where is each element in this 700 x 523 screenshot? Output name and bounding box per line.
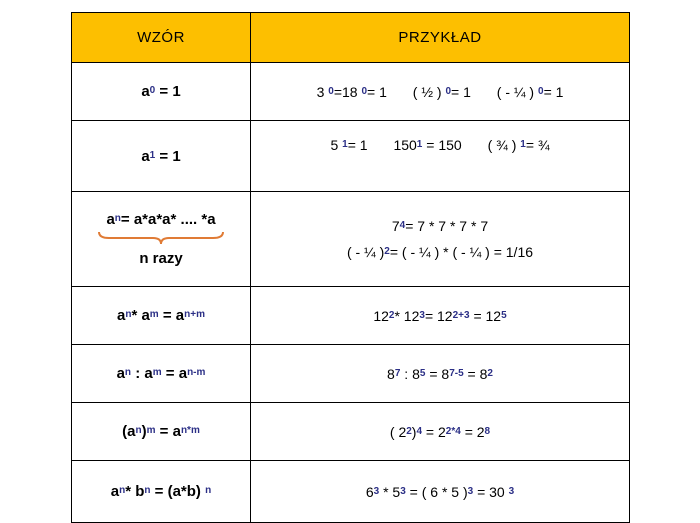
- exponent: 3: [373, 485, 380, 497]
- example-text: ( - ¼ ): [346, 244, 385, 260]
- example-text: = 1: [347, 137, 368, 153]
- exponent: 4: [399, 220, 406, 231]
- exponent: 0: [538, 85, 544, 97]
- example-text: = 2: [425, 423, 446, 440]
- example-text: = 8: [467, 365, 488, 382]
- example-cell: [251, 287, 630, 345]
- exponent: 2: [406, 425, 412, 437]
- formula-text: ): [141, 423, 147, 440]
- example-cell: [251, 121, 630, 192]
- exponent: n: [125, 309, 132, 320]
- exponent: n: [135, 425, 142, 436]
- table-row: [72, 63, 630, 121]
- exponent: 7: [394, 367, 401, 379]
- table-row: [72, 192, 630, 287]
- header-row: [72, 13, 630, 63]
- example-text: 5: [330, 137, 339, 153]
- formula-text: = a*a*a* .... *a: [120, 211, 216, 228]
- exponent: m: [152, 367, 162, 378]
- example-text: 7: [391, 218, 400, 234]
- exponent: 3: [467, 485, 474, 497]
- table-row: [72, 403, 630, 461]
- example-text: =18: [333, 83, 358, 100]
- formula-text: = a: [165, 365, 188, 382]
- example-text: 150: [393, 137, 417, 153]
- exponent: m: [149, 309, 159, 320]
- exponent: 3: [419, 309, 425, 321]
- example-text: 12: [373, 307, 389, 324]
- exponent: 5: [419, 367, 426, 379]
- formula-text: = 1: [159, 83, 181, 100]
- example-text: = 2: [464, 423, 485, 440]
- exponent: m: [146, 425, 156, 436]
- curly-brace-icon: [97, 230, 225, 246]
- formula-cell: [72, 121, 251, 192]
- formula-text: a: [110, 483, 120, 500]
- formula-text: = 1: [159, 147, 181, 165]
- exponent: 3: [400, 485, 406, 497]
- example-text: = 12: [424, 307, 453, 324]
- table-row: [72, 461, 630, 523]
- exponent: 0: [328, 85, 334, 97]
- exponent: n: [144, 485, 151, 496]
- example-text: = 12: [473, 307, 502, 324]
- example-text: = 8: [429, 365, 450, 382]
- exponent: 1: [520, 139, 526, 150]
- example-cell: [251, 403, 630, 461]
- exponent: 5: [501, 309, 507, 321]
- formula-text: * b: [125, 483, 145, 500]
- formula-cell: [72, 345, 251, 403]
- example-cell: [251, 461, 630, 523]
- exponent: n: [114, 213, 121, 224]
- exponent: n*m: [180, 425, 200, 436]
- formula-text: a: [116, 307, 126, 324]
- example-text: = 1: [451, 83, 471, 100]
- exponent: 0: [361, 85, 368, 97]
- example-text: ( ¾ ): [487, 137, 517, 153]
- example-text: = ( - ¼ ) * ( - ¼ ) = 1/16: [389, 244, 534, 260]
- example-text: : 8: [404, 365, 420, 382]
- exponent: 2: [388, 309, 395, 321]
- exponent: 1: [342, 139, 348, 150]
- formula-text: a: [141, 83, 150, 100]
- exponent: n: [119, 485, 126, 496]
- formula-text: * a: [131, 307, 150, 324]
- exponent: n+m: [184, 309, 205, 320]
- exponent: 1: [149, 149, 156, 161]
- table-row: [72, 287, 630, 345]
- formula-cell: [72, 63, 251, 121]
- formula-text: = (a*b): [154, 483, 201, 500]
- example-text: = ¾: [525, 137, 550, 153]
- formula-text: : a: [135, 365, 153, 382]
- n-times-note: n razy: [139, 250, 183, 267]
- exponent: 2: [384, 246, 390, 257]
- example-cell: [251, 63, 630, 121]
- formula-text: a: [106, 211, 115, 228]
- exponent: 2+3: [452, 309, 470, 321]
- exponent: 1: [416, 139, 423, 150]
- exponent: 7-5: [449, 367, 464, 379]
- exponent: 2: [487, 367, 493, 379]
- example-text: = 7 * 7 * 7 * 7: [405, 218, 489, 234]
- formula-cell: [72, 287, 251, 345]
- example-text: = ( 6 * 5 ): [409, 483, 468, 500]
- exponent: 4: [416, 425, 423, 437]
- example-cell: [251, 345, 630, 403]
- example-text: = 30: [477, 483, 505, 500]
- formula-text: (a: [122, 423, 136, 440]
- exponent: n-m: [187, 367, 206, 378]
- formula-text: = a: [159, 423, 181, 440]
- formula-text: a: [116, 365, 125, 382]
- example-text: = 1: [367, 83, 387, 100]
- example-text: 8: [387, 365, 395, 382]
- formula-text: a: [141, 147, 150, 165]
- exponent: 0: [445, 85, 452, 97]
- example-cell: [251, 192, 630, 287]
- formula-cell: [72, 403, 251, 461]
- formula-cell: [72, 192, 251, 287]
- exponent: n: [124, 367, 132, 378]
- exponent: n: [205, 485, 212, 496]
- header-example: PRZYKŁAD: [251, 13, 630, 63]
- exponent: 0: [149, 85, 156, 96]
- powers-table: [71, 12, 630, 523]
- header-formula: WZÓR: [72, 13, 251, 63]
- example-text: * 12: [394, 307, 420, 324]
- example-text: ): [411, 423, 417, 440]
- example-text: * 5: [383, 483, 401, 500]
- table-row: [72, 121, 630, 192]
- table-row: [72, 345, 630, 403]
- formula-cell: [72, 461, 251, 523]
- example-text: 6: [365, 483, 374, 500]
- exponent: 2*4: [445, 425, 461, 437]
- example-text: 3: [316, 83, 325, 100]
- example-text: ( ½ ): [412, 83, 442, 100]
- exponent: 3: [508, 485, 515, 497]
- example-text: ( 2: [389, 423, 407, 440]
- example-text: ( - ¼ ): [496, 83, 535, 100]
- formula-text: = a: [162, 307, 185, 324]
- example-text: = 1: [543, 83, 564, 100]
- example-text: = 150: [426, 137, 462, 153]
- exponent: 8: [484, 425, 491, 437]
